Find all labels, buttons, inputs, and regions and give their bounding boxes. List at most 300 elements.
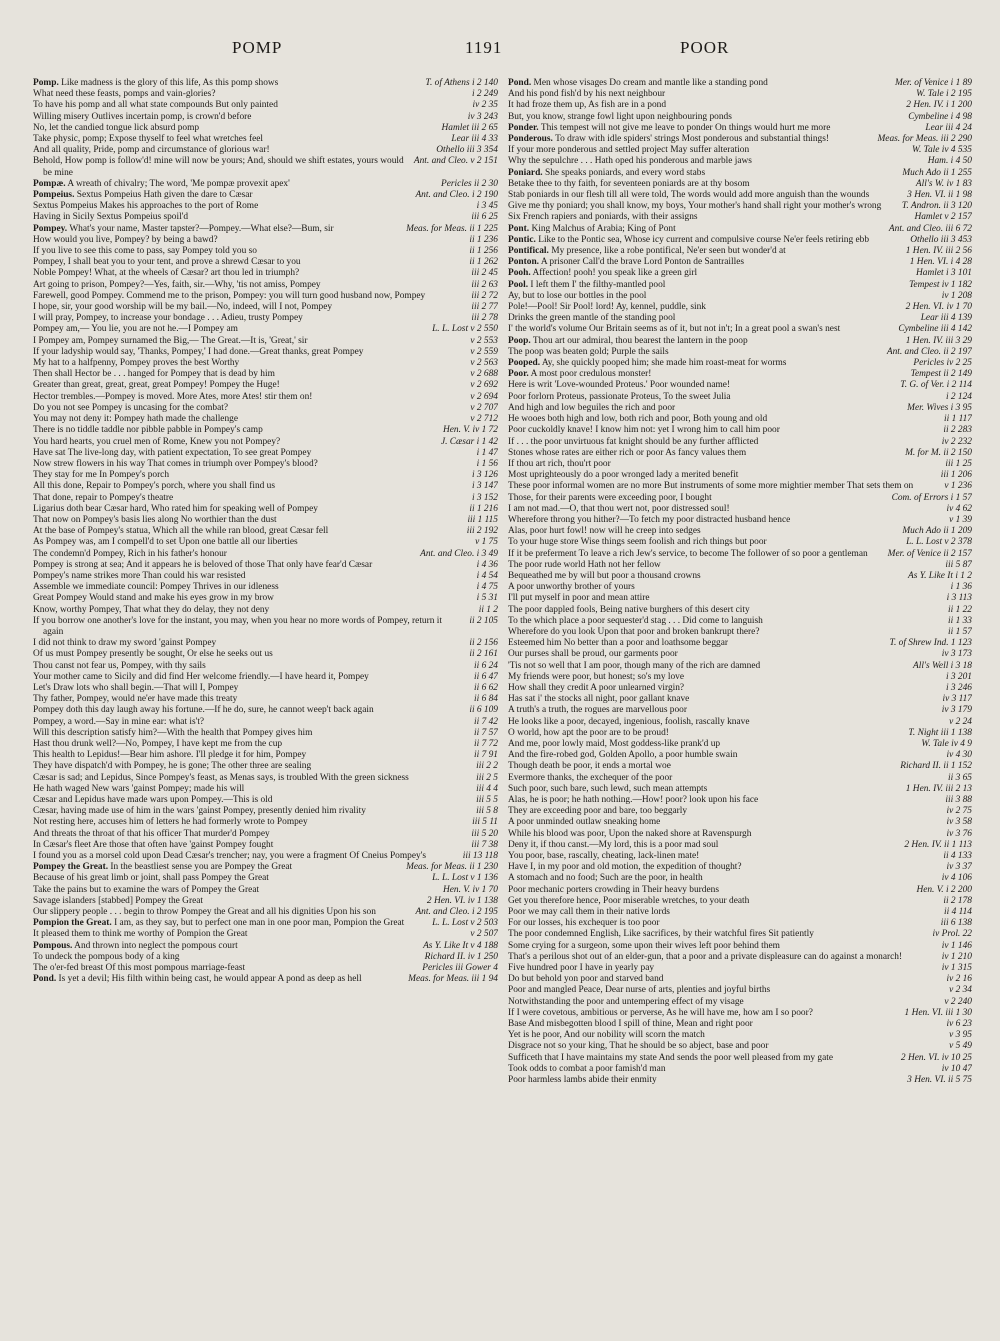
quotation-text: That done, repair to Pompey's theatre (33, 492, 174, 503)
citation-reference: iv 3 58 (946, 817, 972, 828)
citation-reference: iii 1 25 (945, 458, 972, 469)
quotation-text: And the fire-robed god, Golden Apollo, a poor humble swain (508, 750, 738, 761)
citation-reference: iv 3 117 (942, 694, 972, 705)
citation-reference: Mer. Wives i 3 95 (907, 402, 972, 413)
quotation-text: Pompey doth this day laugh away his fortune.—If he do, sure, he cannot weep't back again (33, 705, 374, 716)
concordance-entry (33, 380, 498, 391)
concordance-entry (508, 806, 972, 817)
citation-reference: Othello iii 3 354 (436, 145, 498, 156)
citation-reference: Tempest iv 1 182 (909, 279, 972, 290)
quotation-text: You poor, base, rascally, cheating, lack-linen mate! (508, 851, 700, 862)
citation-reference: v 2 240 (944, 996, 972, 1007)
right-column (508, 78, 972, 1318)
concordance-entry (33, 493, 498, 504)
quotation-text: Cæsar is sad; and Lepidus, Since Pompey's feast, as Menas says, is troubled With the green sickness (33, 772, 409, 783)
quotation-text: A wreath of chivalry; The word, 'Me pompæ provexit apex' (67, 178, 290, 189)
citation-reference: Much Ado ii 1 255 (902, 167, 972, 178)
citation-reference: i 3 126 (471, 470, 498, 481)
quotation-text: A poor unworthy brother of yours (508, 582, 635, 593)
quotation-text: I found you as a morsel cold upon Dead Cæsar's trencher; nay, you were a fragment Of Cneius Pompey's (33, 851, 427, 862)
concordance-entry (33, 224, 498, 235)
concordance-entry (33, 784, 498, 795)
citation-reference: ii 6 109 (469, 705, 498, 716)
citation-reference: Richard II. iv 1 250 (424, 951, 498, 962)
concordance-entry (508, 1030, 972, 1041)
concordance-entry (33, 795, 498, 806)
concordance-entry (508, 246, 972, 257)
quotation-text: If it be preferment To leave a rich Jew's service, to become The follower of so poor a gentleman (508, 548, 868, 559)
citation-reference: ii 4 133 (943, 851, 972, 862)
citation-reference: Ant. and Cleo. ii 2 197 (886, 346, 972, 357)
citation-reference: i 4 54 (476, 570, 498, 581)
citation-reference: iv 1 210 (941, 951, 972, 962)
citation-reference: T. Night iii 1 138 (908, 727, 972, 738)
citation-reference: iii 2 192 (466, 526, 498, 537)
quotation-text: Poor and mangled Peace, Dear nurse of arts, plenties and joyful births (508, 985, 771, 996)
concordance-entry (33, 437, 498, 448)
quotation-text: And his pond fish'd by his next neighbour (508, 89, 666, 100)
headword: Pompey the Great. (33, 862, 109, 873)
concordance-entry (508, 156, 972, 167)
concordance-entry (33, 952, 498, 963)
quotation-text: And threats the throat of that his officer That murder'd Pompey (33, 828, 270, 839)
quotation-text: Pompey, I shall beat you to your tent, and prove a shrewd Cæsar to you (33, 257, 301, 268)
quotation-text: Alas, he is poor; he hath nothing.—How! poor? look upon his face (508, 795, 759, 805)
concordance-entry (508, 481, 972, 492)
concordance-entry (508, 705, 972, 716)
concordance-entry (508, 694, 972, 705)
citation-reference: v 1 75 (475, 537, 498, 548)
quotation-text: Some crying for a surgeon, some upon their wives left poor behind them (508, 940, 780, 951)
citation-reference: Hen. V. iv 1 70 (442, 884, 498, 895)
citation-reference: ii 2 283 (943, 425, 972, 436)
citation-reference: Hen. V. iv 1 72 (442, 425, 498, 436)
quotation-text: Took odds to combat a poor famish'd man (508, 1063, 666, 1074)
quotation-text: The poor rude world Hath not her fellow (508, 559, 661, 570)
quotation-text: Poor mechanic porters crowding in Their heavy burdens (508, 884, 719, 895)
quotation-text: If thou art rich, thou'rt poor (508, 458, 611, 469)
quotation-text: Drinks the green mantle of the standing pool (508, 313, 676, 324)
concordance-entry (33, 549, 498, 560)
concordance-entry (508, 358, 972, 369)
concordance-entry (33, 414, 498, 425)
quotation-text: If I were covetous, ambitious or perverse, As he will have me, how am I so poor? (508, 1007, 813, 1018)
quotation-text: She speaks poniards, and every word stabs (544, 167, 706, 178)
citation-reference: iv 1 208 (941, 290, 972, 301)
quotation-text: If your ladyship would say, 'Thanks, Pompey,' I had done.—Great thanks, great Pompey (33, 346, 364, 357)
citation-reference: As Y. Like It v 4 188 (423, 940, 498, 951)
concordance-entry (33, 649, 498, 660)
concordance-entry (33, 280, 498, 291)
citation-reference: T. of Athens i 2 140 (425, 78, 498, 88)
concordance-entry (33, 840, 498, 851)
quotation-text: As Pompey was, am I compell'd to set Upon one battle all our liberties (33, 537, 298, 548)
concordance-entry (508, 448, 972, 459)
quotation-text: But, you know, strange fowl light upon neighbouring ponds (508, 111, 732, 122)
headword: Pont. (508, 223, 530, 234)
citation-reference: Lear iii 4 139 (920, 313, 972, 324)
citation-reference: Meas. for Meas. ii 1 225 (406, 223, 498, 234)
concordance-entry (508, 268, 972, 279)
concordance-entry (508, 616, 972, 627)
quotation-text: Then shall Hector be . . . hanged for Pompey that is dead by him (33, 369, 275, 380)
concordance-entry (33, 896, 498, 907)
concordance-entry (508, 1075, 972, 1086)
concordance-entry (33, 683, 498, 694)
quotation-text: Assemble we immediate council: Pompey Thrives in our idleness (33, 582, 279, 593)
concordance-entry (33, 78, 498, 89)
quotation-text: He looks like a poor, decayed, ingenious, foolish, rascally knave (508, 716, 750, 727)
concordance-entry (33, 392, 498, 403)
quotation-text: Yet is he poor, And our nobility will scorn the match (508, 1030, 705, 1041)
concordance-entry (33, 336, 498, 347)
citation-reference: ii 1 256 (469, 246, 498, 257)
concordance-entry (508, 907, 972, 918)
citation-reference: iii 6 25 (471, 212, 498, 223)
citation-reference: Ant. and Cleo. iii 6 72 (888, 223, 972, 234)
headword: Pompey. (33, 223, 68, 234)
citation-reference: iii 5 11 (472, 817, 498, 828)
quotation-text: The condemn'd Pompey, Rich in his father's honour (33, 548, 227, 559)
concordance-entry (33, 246, 498, 257)
citation-reference: i 2 124 (945, 391, 972, 402)
quotation-text: Pompey am,— You lie, you are not he.—I Pompey am (33, 324, 238, 335)
quotation-text: Like madness is the glory of this life, As this pomp shows (61, 78, 279, 88)
quotation-text: In Cæsar's fleet Are those that often have 'gainst Pompey fought (33, 839, 274, 850)
quotation-text: Take the pains but to examine the wars of Pompey the Great (33, 884, 260, 895)
citation-reference: ii 1 2 (478, 604, 498, 615)
quotation-text: King Malchus of Arabia; King of Pont (531, 223, 676, 234)
quotation-text: Have I, in my poor and old motion, the expedition of thought? (508, 862, 742, 873)
concordance-entry (508, 347, 972, 358)
quotation-text: And all quality, Pride, pomp and circumstance of glorious war! (33, 145, 270, 156)
quotation-text: If you live to see this come to pass, say Pompey told you so (33, 246, 257, 257)
quotation-text: And me, poor lowly maid, Most goddess-like prank'd up (508, 738, 721, 749)
concordance-entry (508, 280, 972, 291)
concordance-entry (33, 89, 498, 100)
concordance-entry (33, 268, 498, 279)
headword: Pompion the Great. (33, 918, 112, 929)
concordance-entry (33, 806, 498, 817)
headword: Pontifical. (508, 246, 549, 257)
quotation-text: Willing misery Outlives incertain pomp, is crown'd before (33, 111, 252, 122)
concordance-entry (508, 661, 972, 672)
concordance-entry (33, 537, 498, 548)
citation-reference: v 2 507 (470, 929, 498, 940)
citation-reference: Ant. and Cleo. i 2 190 (415, 190, 498, 201)
quotation-text: Ay, but to lose our bottles in the pool (508, 290, 647, 301)
concordance-entry (33, 459, 498, 470)
quotation-text: Know, worthy Pompey, That what they do delay, they not deny (33, 604, 270, 615)
concordance-entry (33, 313, 498, 324)
quotation-text: I hope, sir, your good worship will be my bail.—No, indeed, will I not, Pompey (33, 302, 333, 313)
quotation-text: Alas, poor hurt fowl! now will he creep into sedges (508, 526, 701, 537)
quotation-text: Because of his great limb or joint, shall pass Pompey the Great (33, 873, 269, 884)
citation-reference: T. G. of Ver. i 2 114 (900, 380, 972, 391)
concordance-entry (508, 649, 972, 660)
quotation-text: Farewell, good Pompey. Commend me to the prison, Pompey: you will turn good husband now, Pompey (33, 290, 426, 301)
quotation-text: Such poor, such bare, such lewd, such mean attempts (508, 783, 708, 794)
citation-reference: iv 1 146 (941, 940, 972, 951)
quotation-text: How shall they credit A poor unlearned virgin? (508, 682, 685, 693)
citation-reference: Ant. and Cleo. v 2 151 (413, 156, 498, 167)
citation-reference: Tempest ii 2 149 (910, 369, 972, 380)
citation-reference: iii 2 5 (476, 772, 498, 783)
citation-reference: Richard II. ii 1 152 (900, 761, 972, 772)
citation-reference: ii 4 114 (944, 907, 972, 918)
quotation-text: There is no tiddle taddle nor pibble pabble in Pompey's camp (33, 425, 263, 436)
concordance-entry (33, 112, 498, 123)
concordance-entry (508, 190, 972, 201)
quotation-text: Poor we may call them in their native lords (508, 907, 670, 918)
concordance-entry (33, 481, 498, 492)
quotation-text: Sextus Pompeius Hath given the dare to Cæsar (76, 190, 253, 201)
concordance-entry (33, 929, 498, 940)
citation-reference: ii 7 42 (474, 716, 498, 727)
quotation-text: Wherefore do you look Upon that poor and broken bankrupt there? (508, 626, 760, 637)
citation-reference: 3 Hen. VI. ii 5 75 (907, 1075, 972, 1086)
concordance-entry (33, 728, 498, 739)
concordance-entry (33, 907, 498, 918)
citation-reference: iii 2 78 (471, 313, 498, 324)
quotation-text: Evermore thanks, the exchequer of the poor (508, 772, 673, 783)
concordance-entry (508, 1041, 972, 1052)
header-left-term: POMP (232, 38, 283, 57)
quotation-text: All this done, Repair to Pompey's porch, where you shall find us (33, 481, 276, 492)
citation-reference: iii 5 5 (476, 795, 498, 805)
concordance-entry (508, 605, 972, 616)
quotation-text: Those, for their parents were exceeding poor, I bought (508, 492, 712, 503)
quotation-text: I will pray, Pompey, to increase your bondage . . . Adieu, trusty Pompey (33, 313, 303, 324)
citation-reference: iv 3 243 (467, 111, 498, 122)
concordance-entry (508, 627, 972, 638)
quotation-text: Get you therefore hence, Poor miserable wretches, to your death (508, 895, 750, 906)
quotation-text: To have his pomp and all what state compounds But only painted (33, 100, 278, 111)
quotation-text: Behold, How pomp is follow'd! mine will now be yours; And, should we shift estates, yours would be mine (33, 156, 404, 178)
concordance-entry (508, 829, 972, 840)
quotation-text: He wooes both high and low, both rich and poor, Both young and old (508, 414, 768, 425)
quotation-text: I Pompey am, Pompey surnamed the Big,— The Great.—It is, 'Great,' sir (33, 335, 308, 346)
headword: Pompeius. (33, 190, 75, 201)
citation-reference: i 5 31 (476, 593, 498, 604)
quotation-text: Most uprighteously do a poor wronged lady a merited benefit (508, 470, 739, 481)
quotation-text: Here is writ 'Love-wounded Proteus.' Poor wounded name! (508, 380, 731, 391)
quotation-text: Let's Draw lots who shall begin.—That will I, Pompey (33, 682, 239, 693)
citation-reference: i 1 56 (476, 458, 498, 469)
concordance-entry (508, 224, 972, 235)
concordance-entry (33, 201, 498, 212)
page-header (0, 38, 1000, 66)
headword: Poniard. (508, 167, 543, 178)
concordance-entry (33, 817, 498, 828)
concordance-entry (33, 347, 498, 358)
quotation-text: My hat to a halfpenny, Pompey proves the best Worthy (33, 358, 240, 369)
concordance-entry (508, 974, 972, 985)
concordance-entry (508, 425, 972, 436)
quotation-text: Men whose visages Do cream and mantle like a standing pond (533, 78, 768, 88)
concordance-entry (508, 582, 972, 593)
quotation-text: Like to the Pontic sea, Whose icy current and compulsive course Ne'er feels retiring ebb (538, 234, 870, 245)
concordance-entry (508, 112, 972, 123)
citation-reference: iv 6 23 (946, 1019, 972, 1030)
citation-reference: All's W. iv 1 83 (915, 178, 972, 189)
concordance-entry (33, 582, 498, 593)
concordance-entry (508, 212, 972, 223)
citation-reference: ii 1 22 (948, 604, 972, 615)
citation-reference: Ant. and Cleo. i 2 195 (415, 907, 498, 918)
concordance-entry (508, 100, 972, 111)
citation-reference: ii 6 47 (474, 671, 498, 682)
citation-reference: Hamlet i 3 101 (916, 268, 972, 279)
citation-reference: 3 Hen. VI. ii 1 98 (907, 190, 972, 201)
concordance-entry (508, 78, 972, 89)
concordance-entry (508, 773, 972, 784)
headword: Pontic. (508, 234, 536, 245)
quotation-text: Esteemed him No better than a poor and loathsome beggar (508, 638, 728, 649)
citation-reference: v 1 39 (949, 514, 972, 525)
citation-reference: 1 Hen. IV. iii 2 13 (905, 783, 972, 794)
citation-reference: Hamlet v 2 157 (914, 212, 972, 223)
concordance-entry (508, 201, 972, 212)
concordance-entry (508, 851, 972, 862)
citation-reference: ii 6 84 (474, 694, 498, 705)
quotation-text: Poor forlorn Proteus, passionate Proteus, To the sweet Julia (508, 391, 731, 402)
quotation-text: And thrown into neglect the pompous court (74, 940, 238, 951)
quotation-text: They stay for me In Pompey's porch (33, 470, 170, 481)
concordance-entry (508, 145, 972, 156)
citation-reference: iv 4 106 (941, 873, 972, 884)
citation-reference: iii 3 88 (945, 795, 972, 805)
citation-reference: i 3 45 (476, 201, 498, 212)
headword: Pond. (508, 78, 532, 88)
quotation-text: Why the sepulchre . . . Hath oped his ponderous and marble jaws (508, 156, 752, 167)
citation-reference: i 1 47 (476, 447, 498, 458)
concordance-entry (508, 717, 972, 728)
citation-reference: v 2 34 (949, 985, 972, 996)
citation-reference: ii 6 24 (474, 660, 498, 671)
quotation-text: Stab poniards in our flesh till all were told, The words would add more anguish than the wounds (508, 190, 870, 201)
citation-reference: ii 7 72 (474, 738, 498, 749)
concordance-entry (33, 100, 498, 111)
concordance-entry (33, 974, 498, 985)
quotation-text: Our purses shall be proud, our garments poor (508, 649, 678, 660)
citation-reference: iii 4 4 (476, 783, 498, 794)
concordance-entry (508, 313, 972, 324)
citation-reference: Meas. for Meas. iii 2 290 (877, 134, 972, 145)
citation-reference: J. Cæsar i 1 42 (440, 436, 498, 447)
concordance-entry (508, 470, 972, 481)
concordance-entry (33, 873, 498, 884)
quotation-text: A stomach and no food; Such are the poor, in health (508, 873, 703, 884)
citation-reference: v 2 712 (470, 414, 498, 425)
quotation-text: They have dispatch'd with Pompey, he is gone; The other three are sealing (33, 761, 312, 772)
citation-reference: Pericles ii 2 30 (440, 178, 498, 189)
quotation-text: Do you not see Pompey is uncasing for the combat? (33, 402, 229, 413)
concordance-entry (508, 997, 972, 1008)
citation-reference: i 1 36 (950, 582, 972, 593)
concordance-entry (508, 537, 972, 548)
quotation-text: Notwithstanding the poor and untempering effect of my visage (508, 996, 744, 1007)
citation-reference: 1 Hen. VI. iii 1 30 (904, 1007, 972, 1018)
concordance-entry (508, 918, 972, 929)
quotation-text: Great Pompey Would stand and make his eyes grow in my brow (33, 593, 274, 604)
citation-reference: iii 6 138 (940, 918, 972, 929)
quotation-text: It had froze them up, As fish are in a pond (508, 100, 667, 111)
concordance-entry (33, 190, 498, 201)
quotation-text: Betake thee to thy faith, for seventeen poniards are at thy bosom (508, 178, 750, 189)
citation-reference: iv 4 62 (946, 503, 972, 514)
concordance-entry (33, 638, 498, 649)
concordance-entry (508, 526, 972, 537)
header-right-term: POOR (680, 38, 730, 57)
quotation-text: These poor informal women are no more But instruments of some more mightier member That sets them on (508, 481, 914, 492)
quotation-text: The poor dappled fools, Being native burghers of this desert city (508, 604, 750, 615)
concordance-entry (508, 493, 972, 504)
concordance-entry (33, 179, 498, 190)
citation-reference: v 2 563 (470, 358, 498, 369)
citation-reference: iv 3 76 (946, 828, 972, 839)
quotation-text: Give me thy poniard; you shall know, my boys, Your mother's hand shall right your mother's wrong (508, 201, 882, 212)
citation-reference: iii 5 20 (471, 828, 498, 839)
quotation-text: For our losses, his exchequer is too poor (508, 918, 660, 929)
quotation-text: A poor unminded outlaw sneaking home (508, 817, 661, 828)
citation-reference: Pericles iii Gower 4 (422, 963, 498, 974)
citation-reference: Hen. V. i 2 200 (916, 884, 972, 895)
citation-reference: iii 2 2 (476, 761, 498, 772)
quotation-text: Hector trembles.—Pompey is moved. More Ates, more Ates! stir them on! (33, 391, 313, 402)
concordance-entry (508, 795, 972, 806)
quotation-text: Stones whose rates are either rich or poor As fancy values them (508, 447, 747, 458)
quotation-text: This tempest will not give me leave to ponder On things would hurt me more (540, 122, 831, 133)
quotation-text: 'Tis not so well that I am poor, though many of the rich are damned (508, 660, 761, 671)
quotation-text: Is yet a devil; His filth within being cast, he would appear A pond as deep as hell (58, 974, 362, 985)
left-column (33, 78, 498, 1318)
quotation-text: The poop was beaten gold; Purple the sails (508, 346, 669, 357)
concordance-entry (508, 638, 972, 649)
concordance-entry (508, 403, 972, 414)
quotation-text: Ay, she quickly pooped him; she made him roast-meat for worms (541, 358, 787, 369)
concordance-entry (33, 593, 498, 604)
citation-reference: L. L. Lost v 2 503 (432, 918, 498, 929)
quotation-text: Have sat The live-long day, with patient expectation, To see great Pompey (33, 447, 312, 458)
concordance-entry (33, 257, 498, 268)
concordance-entry (508, 784, 972, 795)
headword: Pooped. (508, 358, 541, 369)
quotation-text: Has sat i' the stocks all night, poor gallant knave (508, 694, 690, 705)
quotation-text: What need these feasts, pomps and vain-glories? (33, 89, 216, 100)
quotation-text: Poor harmless lambs abide their enmity (508, 1075, 657, 1086)
citation-reference: iv 3 179 (941, 705, 972, 716)
quotation-text: Savage islanders [stabbed] Pompey the Great (33, 895, 203, 906)
quotation-text: Five hundred poor I have in yearly pay (508, 963, 655, 974)
headword: Pool. (508, 279, 529, 290)
citation-reference: Cymbeline iii 4 142 (898, 324, 972, 335)
citation-reference: L. L. Lost v 2 550 (432, 324, 498, 335)
quotation-text: That's a perilous shot out of an elder-gun, that a poor and a private displeasure can do against a monarch! (508, 951, 903, 962)
concordance-entry (508, 885, 972, 896)
citation-reference: T. of Shrew Ind. 1 123 (889, 638, 972, 649)
citation-reference: iv 2 232 (941, 436, 972, 447)
quotation-text: Not resting here, accuses him of letters he had formerly wrote to Pompey (33, 817, 308, 828)
citation-reference: iii 2 63 (471, 279, 498, 290)
quotation-text: O world, how apt the poor are to be proud! (508, 727, 669, 738)
quotation-text: The o'er-fed breast Of this most pompous marriage-feast (33, 963, 246, 974)
concordance-entry (508, 1008, 972, 1019)
concordance-entry (508, 728, 972, 739)
quotation-text: If . . . the poor unvirtuous fat knight should be any further afflicted (508, 436, 759, 447)
citation-reference: L. L. Lost v 1 136 (432, 873, 498, 884)
concordance-entry (508, 89, 972, 100)
